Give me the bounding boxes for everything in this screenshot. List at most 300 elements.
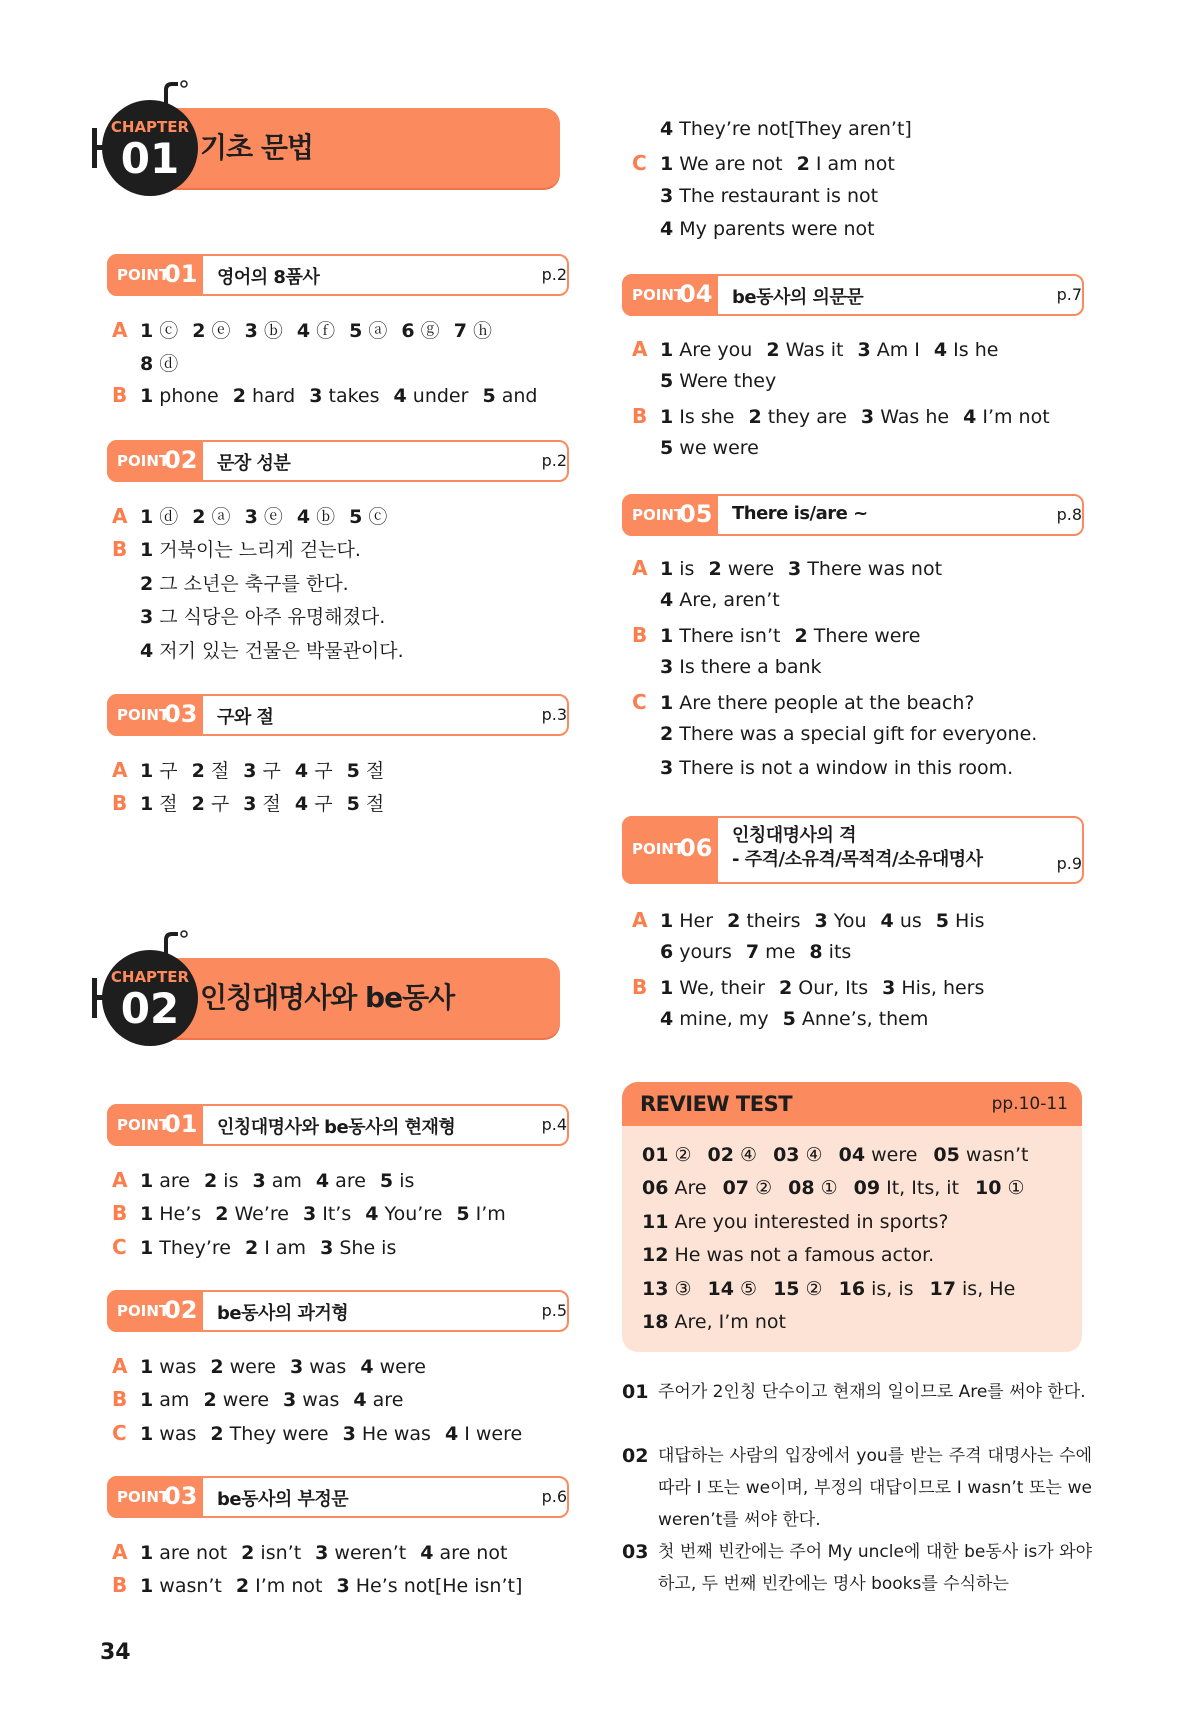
answer-item — [192, 320, 230, 342]
answer-item — [660, 185, 878, 207]
answer-item — [660, 218, 875, 240]
item-answer: It’s — [316, 1203, 352, 1225]
section-letter: A — [632, 908, 648, 932]
answer-item — [766, 339, 843, 361]
item-number: 4 — [315, 1170, 330, 1192]
point-title-line1: 인칭대명사의 격 — [732, 825, 856, 846]
item-number: 1 — [140, 1423, 154, 1445]
answer-line — [632, 690, 974, 714]
point-header — [107, 440, 567, 480]
section-letter: C — [112, 1235, 127, 1259]
answer-item — [320, 1237, 396, 1259]
item-number: 1 — [660, 910, 674, 932]
point-label: POINT — [632, 286, 685, 304]
item-answer: 구 — [256, 760, 281, 782]
item-answer: 구 — [308, 760, 333, 782]
review-answer: ② — [668, 1144, 692, 1166]
item-number: 1 — [140, 1170, 154, 1192]
item-number: 3 — [857, 339, 871, 361]
item-number: 3 — [289, 1356, 304, 1378]
answer-item — [660, 941, 732, 963]
answer-item — [140, 573, 349, 595]
answer-item — [140, 1356, 196, 1378]
answer-line — [632, 589, 780, 611]
review-number: 08 — [788, 1177, 815, 1199]
review-page: pp.10-11 — [991, 1094, 1068, 1114]
item-answer: am — [153, 1389, 190, 1411]
item-number: 3 — [244, 506, 258, 528]
explanation-number: 01 — [622, 1381, 649, 1403]
item-number: 4 — [444, 1423, 459, 1445]
answer-line — [112, 789, 384, 816]
answer-item — [347, 793, 385, 815]
item-number: 1 — [660, 558, 674, 580]
item-answer: ⓐ — [362, 320, 388, 342]
item-number: 4 — [880, 910, 894, 932]
item-number: 1 — [140, 1356, 154, 1378]
item-number: 1 — [140, 760, 154, 782]
answer-item — [204, 1170, 238, 1192]
answer-item — [192, 793, 230, 815]
review-item — [708, 1278, 758, 1300]
point-header — [622, 816, 1082, 882]
item-answer: isn’t — [254, 1542, 302, 1564]
item-answer: Are you — [673, 339, 753, 361]
item-number: 5 — [346, 760, 360, 782]
item-answer: She is — [333, 1237, 397, 1259]
section-letter: A — [112, 1168, 128, 1192]
answer-item — [316, 1170, 366, 1192]
review-number: 05 — [933, 1144, 960, 1166]
item-number: 3 — [660, 656, 674, 678]
review-answer: It, Its, it — [880, 1177, 960, 1199]
item-answer: mine, my — [673, 1008, 769, 1030]
review-item — [642, 1177, 707, 1199]
review-item — [708, 1144, 758, 1166]
item-number: 2 — [210, 1423, 224, 1445]
item-number: 1 — [140, 1237, 154, 1259]
point-header — [107, 254, 567, 294]
answer-item — [140, 1423, 196, 1445]
point-title: 문장 성분 — [217, 453, 291, 474]
answer-item — [290, 1356, 346, 1378]
item-number: 3 — [814, 910, 828, 932]
answer-item — [140, 1575, 222, 1597]
review-answer: is, He — [955, 1278, 1016, 1300]
item-number: 4 — [963, 406, 977, 428]
answer-item — [401, 320, 439, 342]
answer-line — [632, 218, 875, 240]
item-answer: His, hers — [895, 977, 985, 999]
item-number: 5 — [456, 1203, 470, 1225]
section-letter: A — [112, 318, 128, 342]
point-label: POINT — [117, 1488, 170, 1506]
point-page: p.9 — [1056, 854, 1082, 873]
section-letter: B — [632, 623, 648, 647]
answer-item — [140, 1203, 201, 1225]
item-answer: me — [759, 941, 796, 963]
review-answer: ③ — [668, 1278, 692, 1300]
review-number: 06 — [642, 1177, 669, 1199]
item-number: 3 — [336, 1575, 350, 1597]
section-letter: B — [112, 1387, 128, 1411]
answer-item — [349, 320, 387, 342]
review-answer: were — [865, 1144, 918, 1166]
point-title: be동사의 부정문 — [217, 1489, 349, 1510]
answer-line — [112, 1235, 396, 1259]
answer-line — [112, 1201, 506, 1225]
answer-item — [797, 153, 895, 175]
item-answer: ⓔ — [205, 320, 231, 342]
item-number: 4 — [353, 1389, 367, 1411]
item-answer: weren’t — [328, 1542, 407, 1564]
item-number: 2 — [244, 1237, 259, 1259]
item-number: 5 — [379, 1170, 394, 1192]
review-item — [788, 1177, 838, 1199]
review-line — [642, 1244, 950, 1266]
answer-item — [727, 910, 800, 932]
item-answer: Am I — [870, 339, 920, 361]
answer-item — [861, 406, 949, 428]
point-label: POINT — [117, 452, 170, 470]
answer-item — [245, 1237, 306, 1259]
point-header — [107, 1104, 567, 1144]
answer-line — [632, 437, 759, 459]
answer-item — [794, 625, 920, 647]
review-item — [839, 1278, 914, 1300]
section-letter: B — [632, 404, 648, 428]
item-answer: 그 소년은 축구를 한다. — [153, 573, 349, 595]
item-number: 2 — [204, 1170, 218, 1192]
item-number: 5 — [349, 506, 363, 528]
review-number: 13 — [642, 1278, 669, 1300]
item-number: 1 — [140, 1203, 154, 1225]
point-page: p.4 — [541, 1115, 567, 1134]
section-letter: A — [112, 504, 128, 528]
answer-item — [309, 385, 379, 407]
section-letter: B — [112, 383, 128, 407]
answer-line — [112, 502, 387, 529]
review-answer: ① — [814, 1177, 838, 1199]
item-answer: I am not — [809, 153, 895, 175]
item-number: 1 — [660, 625, 674, 647]
item-answer: 절 — [256, 793, 281, 815]
review-title: REVIEW TEST — [640, 1092, 793, 1116]
item-answer: ⓐ — [205, 506, 231, 528]
item-answer: its — [822, 941, 852, 963]
item-answer: were — [223, 1356, 276, 1378]
answer-item — [936, 910, 985, 932]
item-number: 6 — [401, 320, 415, 342]
answer-item — [349, 506, 387, 528]
item-number: 4 — [420, 1542, 434, 1564]
review-number: 02 — [707, 1144, 734, 1166]
item-number: 4 — [660, 218, 674, 240]
answer-item — [456, 1203, 505, 1225]
explanation — [622, 1376, 1092, 1408]
review-item — [854, 1177, 959, 1199]
point-page: p.2 — [541, 451, 567, 470]
review-answer: ② — [749, 1177, 773, 1199]
answer-item — [140, 353, 178, 375]
review-item — [930, 1278, 1016, 1300]
review-answer: ⑤ — [733, 1278, 758, 1300]
explanation-text: 대답하는 사람의 입장에서 you를 받는 주격 대명사는 수에 따라 I 또는 we이며, 부정의 대답이므로 I wasn’t 또는 we weren’t를 써야 한다. — [658, 1446, 1092, 1530]
answer-line — [112, 1387, 403, 1411]
item-answer: He’s not[He isn’t] — [349, 1575, 523, 1597]
review-item — [933, 1144, 1028, 1166]
answer-item — [660, 406, 734, 428]
answer-line — [632, 757, 1013, 779]
answer-line — [112, 602, 385, 629]
answer-line — [632, 404, 1050, 428]
item-answer: takes — [322, 385, 380, 407]
review-answer: ④ — [733, 1144, 758, 1166]
answer-item — [252, 1170, 301, 1192]
answer-item — [336, 1575, 522, 1597]
item-number: 2 — [779, 977, 793, 999]
point-page: p.8 — [1056, 505, 1082, 524]
answer-item — [454, 320, 492, 342]
item-answer: theirs — [740, 910, 801, 932]
item-number: 3 — [660, 185, 674, 207]
answer-item — [140, 539, 361, 561]
item-number: 5 — [660, 437, 674, 459]
item-answer: ⓖ — [414, 320, 440, 342]
review-number: 12 — [642, 1244, 669, 1266]
answer-item — [210, 1356, 276, 1378]
item-answer: Are, aren’t — [673, 589, 780, 611]
item-number: 3 — [244, 320, 258, 342]
review-item — [773, 1278, 823, 1300]
point-label: POINT — [117, 266, 170, 284]
section-letter: C — [632, 690, 647, 714]
point-header — [622, 274, 1082, 314]
section-letter: A — [632, 556, 648, 580]
item-answer: us — [893, 910, 922, 932]
item-answer: yours — [673, 941, 732, 963]
item-number: 2 — [727, 910, 741, 932]
item-number: 3 — [243, 760, 257, 782]
item-answer: There was not — [801, 558, 943, 580]
answer-item — [140, 1389, 189, 1411]
item-answer: Was it — [779, 339, 844, 361]
answer-item — [140, 760, 178, 782]
point-title-line2: - 주격/소유격/목적격/소유대명사 — [732, 849, 983, 870]
item-number: 3 — [252, 1170, 266, 1192]
item-number: 2 — [232, 385, 246, 407]
chapter-number: 01 — [120, 134, 180, 183]
item-answer: 저기 있는 건물은 박물관이다. — [153, 640, 404, 662]
chapter-title: 인칭대명사와 be동사 — [200, 981, 455, 1014]
item-answer: You’re — [378, 1203, 443, 1225]
answer-item — [283, 1389, 339, 1411]
item-answer: They’re — [153, 1237, 231, 1259]
explanation-text: 주어가 2인칭 단수이고 현재의 일이므로 Are를 써야 한다. — [658, 1382, 1086, 1402]
item-answer: wasn’t — [153, 1575, 222, 1597]
review-item — [642, 1211, 948, 1233]
chapter-title: 기초 문법 — [200, 131, 313, 164]
item-answer: ⓒ — [362, 506, 388, 528]
answer-line — [112, 1168, 414, 1192]
point-title: be동사의 과거형 — [217, 1303, 349, 1324]
item-number: 3 — [882, 977, 896, 999]
answer-item — [203, 1389, 269, 1411]
answer-line — [112, 349, 178, 376]
answer-item — [140, 1237, 231, 1259]
item-number: 3 — [243, 793, 257, 815]
item-answer: was — [153, 1423, 197, 1445]
item-number: 3 — [788, 558, 802, 580]
item-answer: 구 — [204, 793, 230, 815]
review-test-box — [622, 1082, 1082, 1352]
item-answer: 거북이는 느리게 걷는다. — [153, 539, 361, 561]
item-answer: Anne’s, them — [795, 1008, 929, 1030]
item-number: 2 — [708, 558, 722, 580]
point-page: p.5 — [541, 1301, 567, 1320]
answer-item — [660, 910, 713, 932]
answer-line — [632, 975, 984, 999]
item-answer: are — [366, 1389, 404, 1411]
answer-item — [343, 1423, 431, 1445]
item-answer: You — [827, 910, 867, 932]
answer-item — [210, 1423, 328, 1445]
answer-item — [245, 320, 283, 342]
review-number: 11 — [642, 1211, 669, 1233]
answer-item — [660, 692, 974, 714]
answer-item — [394, 385, 469, 407]
item-number: 2 — [191, 760, 205, 782]
chapter-01-banner — [90, 80, 570, 190]
item-answer: ⓓ — [153, 506, 179, 528]
answer-item — [360, 1356, 426, 1378]
item-answer: We, their — [673, 977, 765, 999]
answer-item — [140, 1170, 190, 1192]
item-number: 2 — [210, 1356, 224, 1378]
item-number: 1 — [660, 406, 674, 428]
item-number: 8 — [140, 353, 154, 375]
review-answer: Are you interested in sports? — [668, 1211, 949, 1233]
answer-item — [192, 506, 230, 528]
item-number: 4 — [660, 1008, 674, 1030]
item-number: 2 — [192, 320, 206, 342]
review-answer: Are, I’m not — [668, 1311, 786, 1333]
answer-item — [809, 941, 851, 963]
item-answer: Is he — [947, 339, 999, 361]
point-label: POINT — [117, 1116, 170, 1134]
answer-item — [660, 757, 1013, 779]
item-answer: ⓑ — [257, 320, 283, 342]
item-number: 1 — [660, 977, 674, 999]
point-number: 02 — [164, 446, 198, 474]
answer-item — [748, 406, 846, 428]
section-letter: B — [112, 1201, 128, 1225]
item-answer: ⓗ — [466, 320, 492, 342]
answer-line — [632, 1008, 928, 1030]
item-number: 1 — [140, 1575, 154, 1597]
answer-item — [660, 656, 822, 678]
section-letter: B — [632, 975, 648, 999]
answer-item — [881, 910, 922, 932]
item-answer: He was — [355, 1423, 431, 1445]
point-page: p.3 — [541, 705, 567, 724]
item-number: 5 — [349, 320, 363, 342]
answer-item — [243, 760, 281, 782]
answer-item — [660, 977, 765, 999]
item-number: 2 — [215, 1203, 229, 1225]
item-number: 1 — [660, 153, 674, 175]
review-line — [642, 1177, 1041, 1199]
item-answer: Our, Its — [792, 977, 869, 999]
item-number: 1 — [140, 320, 154, 342]
answer-line — [632, 185, 878, 207]
review-answer: wasn’t — [959, 1144, 1029, 1166]
point-number: 01 — [164, 260, 198, 288]
point-title: There is/are ~ — [732, 503, 868, 524]
item-answer: were — [373, 1356, 426, 1378]
item-number: 6 — [660, 941, 674, 963]
item-number: 3 — [315, 1542, 329, 1564]
answer-item — [380, 1170, 414, 1192]
item-number: 8 — [809, 941, 823, 963]
item-number: 4 — [296, 320, 311, 342]
item-number: 3 — [660, 757, 674, 779]
answer-item — [140, 1542, 227, 1564]
answer-line — [112, 1540, 507, 1564]
answer-item — [365, 1203, 442, 1225]
item-answer: His — [949, 910, 985, 932]
chapter-badge — [102, 950, 198, 1046]
point-label: POINT — [632, 506, 685, 524]
point-label: POINT — [117, 706, 170, 724]
item-answer: was — [153, 1356, 197, 1378]
point-title: 구와 절 — [217, 707, 274, 728]
answer-line — [112, 316, 492, 343]
item-answer: is — [217, 1170, 239, 1192]
point-title: 영어의 8품사 — [217, 267, 320, 288]
point-number: 05 — [679, 500, 713, 528]
item-answer: The restaurant is not — [673, 185, 879, 207]
item-answer: are not — [153, 1542, 228, 1564]
chapter-label: CHAPTER — [110, 968, 190, 986]
answer-line — [112, 569, 349, 596]
item-answer: There isn’t — [673, 625, 781, 647]
point-number: 01 — [164, 1110, 198, 1138]
point-page: p.7 — [1056, 285, 1082, 304]
item-number: 2 — [191, 793, 205, 815]
answer-item — [297, 320, 335, 342]
item-answer: were — [216, 1389, 270, 1411]
answer-line — [632, 118, 912, 140]
section-letter: C — [112, 1421, 127, 1445]
answer-line — [112, 535, 361, 562]
explanation-number: 02 — [622, 1445, 649, 1467]
answer-item — [660, 625, 780, 647]
item-answer: ⓕ — [310, 320, 336, 342]
point-label: POINT — [117, 1302, 170, 1320]
answer-item — [295, 793, 333, 815]
point-header — [107, 1476, 567, 1516]
item-answer: is — [673, 558, 695, 580]
item-answer: Is she — [673, 406, 735, 428]
review-test-header — [622, 1082, 1082, 1126]
item-answer: under — [406, 385, 469, 407]
item-number: 2 — [203, 1389, 217, 1411]
item-answer: 절 — [359, 760, 385, 782]
answer-item — [297, 506, 335, 528]
point-number: 02 — [164, 1296, 198, 1324]
answer-item — [303, 1203, 351, 1225]
